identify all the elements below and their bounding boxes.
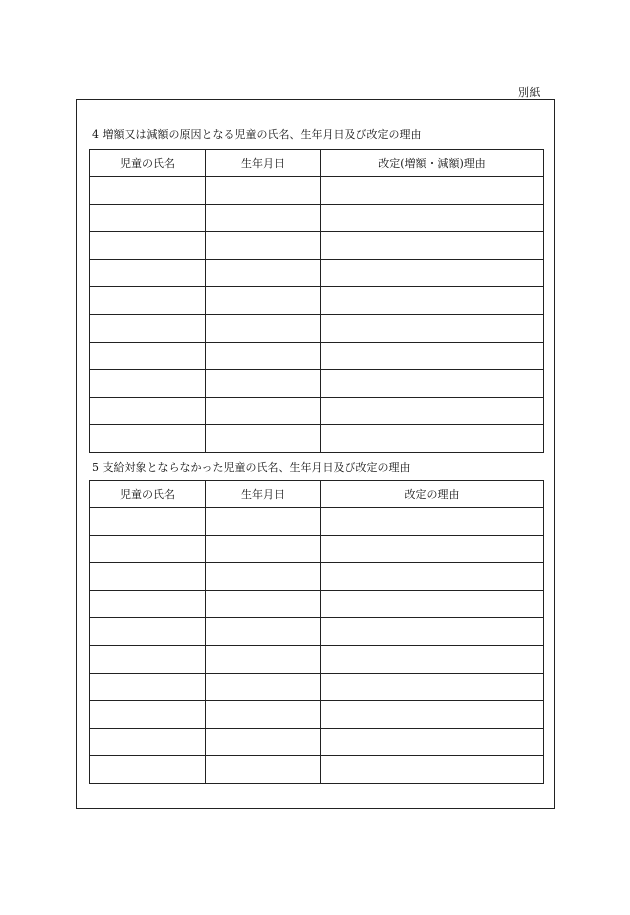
child-name-cell[interactable]	[90, 728, 206, 756]
child-name-cell[interactable]	[90, 618, 206, 646]
birth-date-cell[interactable]	[206, 342, 321, 370]
revision-reason-cell[interactable]	[321, 618, 544, 646]
revision-reason-cell[interactable]	[321, 342, 544, 370]
birth-date-cell[interactable]	[206, 590, 321, 618]
child-name-cell[interactable]	[90, 425, 206, 453]
birth-date-cell[interactable]	[206, 204, 321, 232]
child-name-cell[interactable]	[90, 342, 206, 370]
revision-reason-cell[interactable]	[321, 563, 544, 591]
table-row	[90, 370, 544, 398]
birth-date-cell[interactable]	[206, 701, 321, 729]
table-body	[90, 508, 544, 784]
table-row	[90, 728, 544, 756]
child-name-cell[interactable]	[90, 535, 206, 563]
table-row	[90, 563, 544, 591]
section-4-title: 4 増額又は減額の原因となる児童の氏名、生年月日及び改定の理由	[92, 128, 422, 141]
table-row	[90, 342, 544, 370]
table-row	[90, 508, 544, 536]
revision-reason-cell[interactable]	[321, 508, 544, 536]
birth-date-cell[interactable]	[206, 645, 321, 673]
table-row	[90, 314, 544, 342]
birth-date-cell[interactable]	[206, 370, 321, 398]
table-header-row	[90, 481, 544, 508]
table-row	[90, 425, 544, 453]
table-row	[90, 701, 544, 729]
table-row	[90, 204, 544, 232]
child-name-cell[interactable]	[90, 177, 206, 205]
child-name-cell[interactable]	[90, 590, 206, 618]
birth-date-cell[interactable]	[206, 508, 321, 536]
revision-reason-cell[interactable]	[321, 590, 544, 618]
section-5-title: 5 支給対象とならなかった児童の氏名、生年月日及び改定の理由	[92, 461, 411, 474]
birth-date-cell[interactable]	[206, 618, 321, 646]
table-row	[90, 535, 544, 563]
section-4-table	[89, 149, 544, 453]
table-row	[90, 259, 544, 287]
revision-reason-cell[interactable]	[321, 287, 544, 315]
table-row	[90, 287, 544, 315]
child-name-cell[interactable]	[90, 232, 206, 260]
header-birth-date: 生年月日	[206, 481, 321, 508]
child-name-cell[interactable]	[90, 314, 206, 342]
header-revision-reason: 改定(増額・減額)理由	[321, 150, 544, 177]
table-row	[90, 177, 544, 205]
birth-date-cell[interactable]	[206, 673, 321, 701]
table-row	[90, 397, 544, 425]
birth-date-cell[interactable]	[206, 259, 321, 287]
child-name-cell[interactable]	[90, 673, 206, 701]
table-row	[90, 645, 544, 673]
header-child-name: 児童の氏名	[90, 481, 206, 508]
birth-date-cell[interactable]	[206, 397, 321, 425]
birth-date-cell[interactable]	[206, 232, 321, 260]
birth-date-cell[interactable]	[206, 535, 321, 563]
table-row	[90, 618, 544, 646]
table-header-row	[90, 150, 544, 177]
child-name-cell[interactable]	[90, 370, 206, 398]
revision-reason-cell[interactable]	[321, 645, 544, 673]
section-5-table	[89, 480, 544, 784]
revision-reason-cell[interactable]	[321, 177, 544, 205]
revision-reason-cell[interactable]	[321, 259, 544, 287]
child-name-cell[interactable]	[90, 397, 206, 425]
table-row	[90, 232, 544, 260]
birth-date-cell[interactable]	[206, 563, 321, 591]
child-name-cell[interactable]	[90, 756, 206, 784]
birth-date-cell[interactable]	[206, 287, 321, 315]
table-body	[90, 177, 544, 453]
birth-date-cell[interactable]	[206, 177, 321, 205]
table-row	[90, 590, 544, 618]
header-child-name: 児童の氏名	[90, 150, 206, 177]
revision-reason-cell[interactable]	[321, 314, 544, 342]
revision-reason-cell[interactable]	[321, 756, 544, 784]
revision-reason-cell[interactable]	[321, 673, 544, 701]
attachment-label: 別紙	[518, 86, 541, 99]
child-name-cell[interactable]	[90, 287, 206, 315]
child-name-cell[interactable]	[90, 563, 206, 591]
table-row	[90, 673, 544, 701]
header-birth-date: 生年月日	[206, 150, 321, 177]
birth-date-cell[interactable]	[206, 314, 321, 342]
table-row	[90, 756, 544, 784]
revision-reason-cell[interactable]	[321, 425, 544, 453]
revision-reason-cell[interactable]	[321, 728, 544, 756]
revision-reason-cell[interactable]	[321, 232, 544, 260]
revision-reason-cell[interactable]	[321, 701, 544, 729]
revision-reason-cell[interactable]	[321, 370, 544, 398]
revision-reason-cell[interactable]	[321, 204, 544, 232]
child-name-cell[interactable]	[90, 508, 206, 536]
child-name-cell[interactable]	[90, 701, 206, 729]
child-name-cell[interactable]	[90, 645, 206, 673]
child-name-cell[interactable]	[90, 204, 206, 232]
birth-date-cell[interactable]	[206, 756, 321, 784]
birth-date-cell[interactable]	[206, 728, 321, 756]
birth-date-cell[interactable]	[206, 425, 321, 453]
header-revision-reason: 改定の理由	[321, 481, 544, 508]
revision-reason-cell[interactable]	[321, 397, 544, 425]
child-name-cell[interactable]	[90, 259, 206, 287]
revision-reason-cell[interactable]	[321, 535, 544, 563]
